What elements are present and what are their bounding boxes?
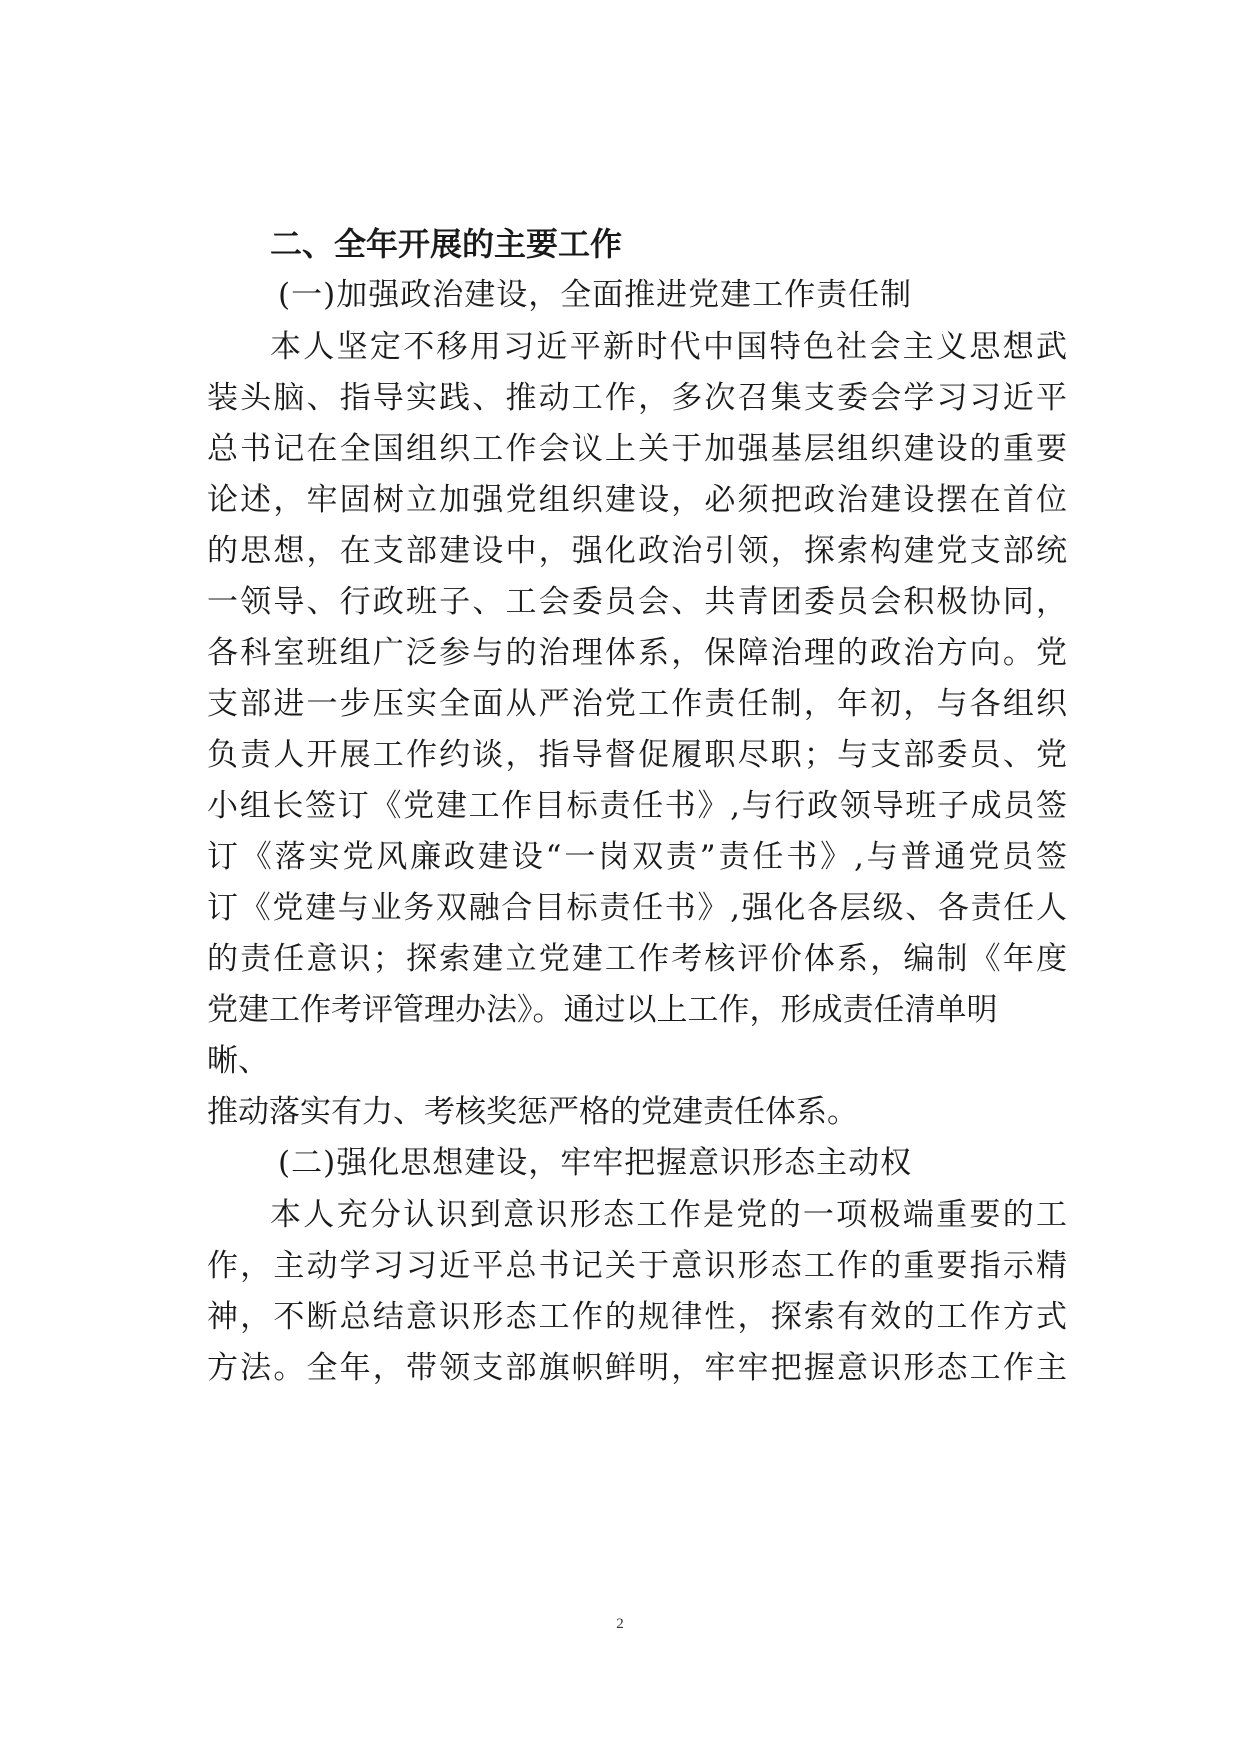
paragraph-line: 小组长签订《党建工作目标责任书》,与行政领导班子成员签	[207, 788, 1067, 824]
page-number: 2	[616, 1616, 624, 1632]
paragraph-line: 支部进一步压实全面从严治党工作责任制，年初，与各组织	[207, 686, 1067, 722]
paragraph-line: 各科室班组广泛参与的治理体系，保障治理的政治方向。党	[207, 635, 1067, 671]
paragraph-line: 装头脑、指导实践、推动工作，多次召集支委会学习习近平	[207, 380, 1067, 416]
paragraph-line: 的思想，在支部建设中，强化政治引领，探索构建党支部统	[207, 533, 1067, 569]
paragraph-line: 方法。全年，带领支部旗帜鲜明，牢牢把握意识形态工作主	[207, 1350, 1067, 1386]
paragraph-line: 本人坚定不移用习近平新时代中国特色社会主义思想武	[270, 329, 1067, 365]
paragraph-line: 一领导、行政班子、工会委员会、共青团委员会积极协同，	[207, 584, 1067, 620]
subsection-heading-1: (一)加强政治建设，全面推进党建工作责任制	[278, 277, 913, 313]
paragraph-line: 订《党建与业务双融合目标责任书》,强化各层级、各责任人	[207, 890, 1067, 926]
paragraph-line: 总书记在全国组织工作会议上关于加强基层组织建设的重要	[207, 431, 1067, 467]
paragraph-line: 推动落实有力、考核奖惩严格的党建责任体系。	[207, 1094, 858, 1130]
paragraph-line: 党建工作考评管理办法》。通过以上工作，形成责任清单明	[207, 992, 998, 1028]
paragraph-line: 神，不断总结意识形态工作的规律性，探索有效的工作方式	[207, 1299, 1067, 1335]
paragraph-line: 订《落实党风廉政建设“一岗双责”责任书》,与普通党员签	[207, 839, 1067, 875]
section-heading: 二、全年开展的主要工作	[270, 225, 623, 263]
paragraph-line: 作，主动学习习近平总书记关于意识形态工作的重要指示精	[207, 1248, 1067, 1284]
paragraph-line: 晰、	[207, 1043, 269, 1079]
subsection-heading-2: (二)强化思想建设，牢牢把握意识形态主动权	[278, 1145, 913, 1181]
paragraph-line: 的责任意识；探索建立党建工作考核评价体系，编制《年度	[207, 941, 1067, 977]
paragraph-line: 论述，牢固树立加强党组织建设，必须把政治建设摆在首位	[207, 482, 1067, 518]
paragraph-line: 本人充分认识到意识形态工作是党的一项极端重要的工	[270, 1197, 1067, 1233]
paragraph-line: 负责人开展工作约谈，指导督促履职尽职；与支部委员、党	[207, 737, 1067, 773]
